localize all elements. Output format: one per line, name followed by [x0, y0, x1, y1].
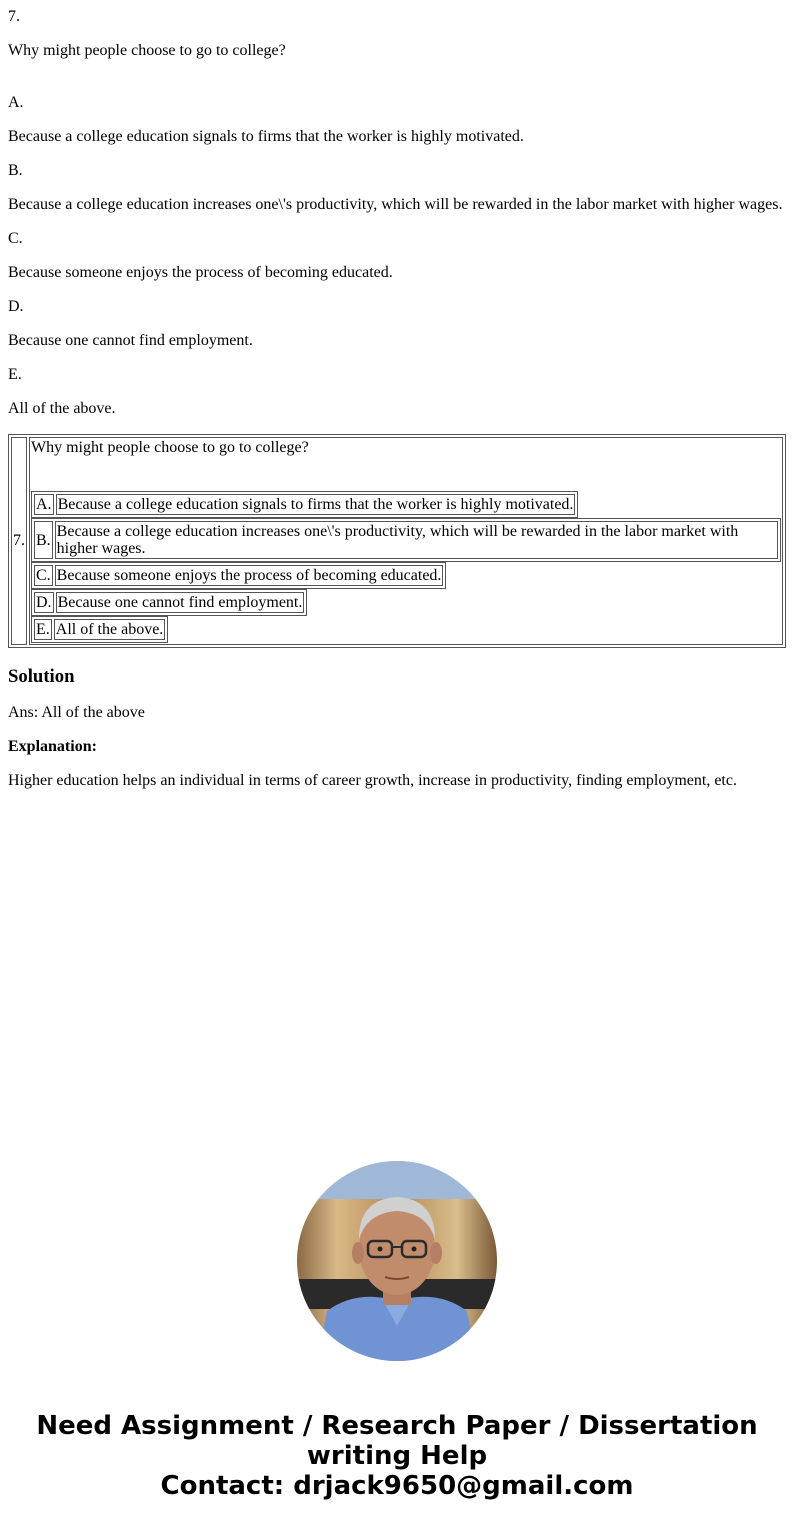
table-option-d: [31, 589, 307, 616]
table-question-number: 7.: [11, 437, 27, 645]
option-d-letter: D.: [8, 298, 24, 315]
table-option-letter: A.: [36, 496, 52, 513]
table-option-text: Because a college education increases one\'s productivity, which will be rewarded in the labor market with higher wages.: [55, 521, 778, 559]
author-avatar: [297, 1161, 497, 1361]
table-option-letter: E.: [36, 621, 50, 638]
promo-contact: Contact: drjack9650@gmail.com: [160, 1471, 634, 1501]
table-question-body: [29, 437, 783, 645]
option-e-text: All of the above.: [8, 400, 116, 417]
table-option-text: All of the above.: [55, 621, 164, 638]
option-a-text: Because a college education signals to firms that the worker is highly motivated.: [8, 128, 524, 145]
explanation-text: Higher education helps an individual in terms of career growth, increase in productivity, finding employment, etc.: [8, 772, 737, 789]
solution-heading: Solution: [8, 666, 75, 687]
promo-banner: [0, 1411, 794, 1501]
table-option-text: Because someone enjoys the process of becoming educated.: [56, 567, 442, 584]
promo-line-2: writing Help: [306, 1441, 488, 1471]
table-option-c: [31, 562, 446, 589]
option-d-text: Because one cannot find employment.: [8, 332, 253, 349]
option-b-letter: B.: [8, 162, 23, 179]
option-e-letter: E.: [8, 366, 22, 383]
question-number: 7.: [8, 8, 20, 25]
explanation-label-text: Explanation:: [8, 738, 97, 755]
table-option-b: [31, 518, 781, 562]
question-table: [8, 434, 786, 648]
option-c-letter: C.: [8, 230, 23, 247]
option-b-text: Because a college education increases one\'s productivity, which will be rewarded in the labor market with higher wages.: [8, 196, 783, 213]
avatar-portrait-image: [297, 1161, 497, 1361]
table-option-text: Because a college education signals to firms that the worker is highly motivated.: [57, 496, 574, 513]
explanation-label: [8, 738, 786, 756]
table-option-letter: C.: [36, 567, 51, 584]
option-c-text: Because someone enjoys the process of becoming educated.: [8, 264, 393, 281]
question-text: Why might people choose to go to college?: [8, 42, 286, 59]
table-option-letter: B.: [34, 521, 53, 559]
document: [0, 8, 794, 790]
table-option-a: [31, 491, 578, 518]
answer-text: Ans: All of the above: [8, 704, 145, 721]
table-option-text: Because one cannot find employment.: [57, 594, 303, 611]
table-option-e: [31, 616, 168, 643]
promo-line-1: Need Assignment / Research Paper / Dissertation: [36, 1411, 758, 1441]
option-a-letter: A.: [8, 94, 24, 111]
table-option-letter: D.: [36, 594, 52, 611]
table-question-text: Why might people choose to go to college?: [31, 439, 309, 456]
